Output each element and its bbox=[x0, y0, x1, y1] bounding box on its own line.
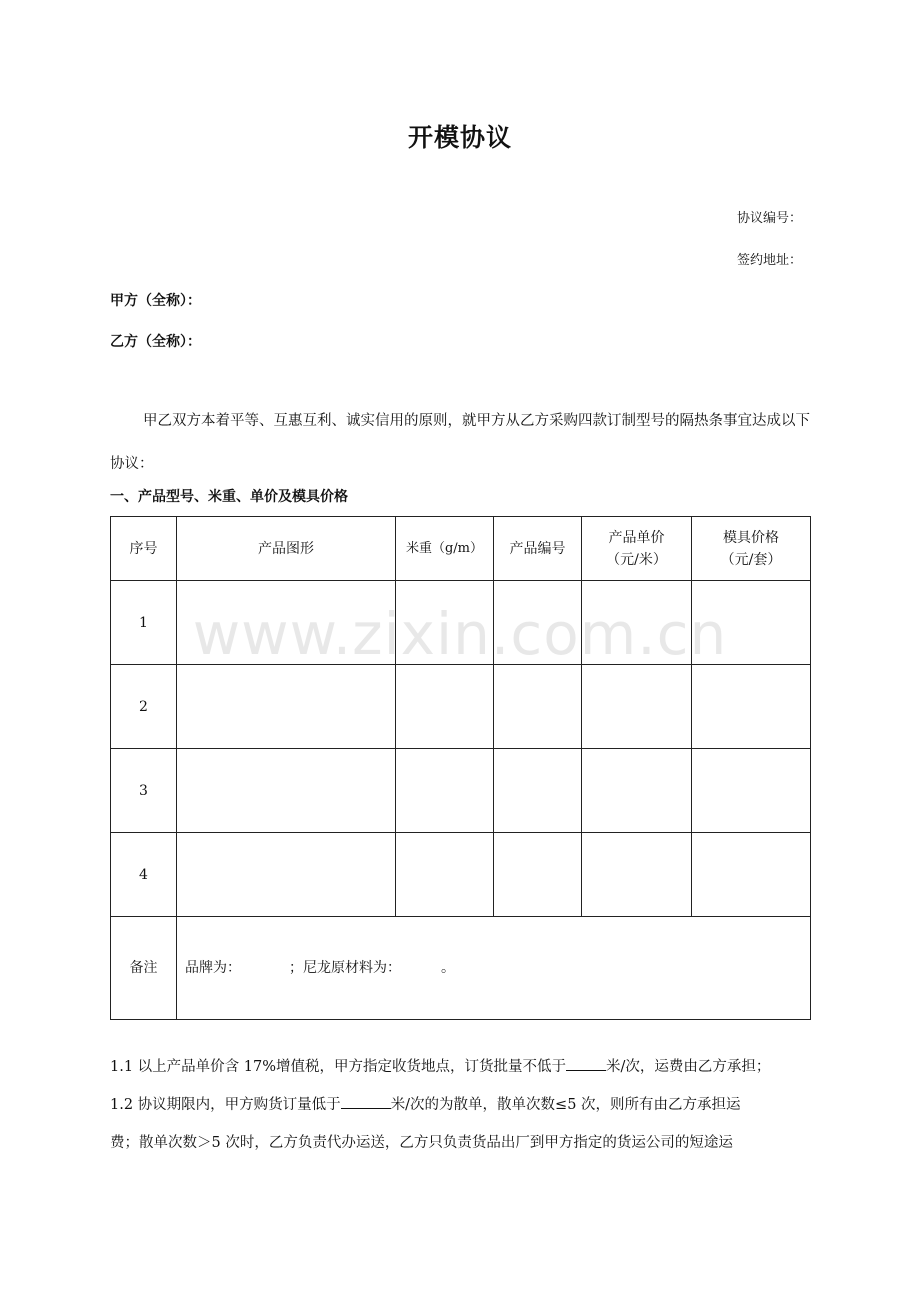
table-row bbox=[111, 833, 811, 917]
watermark: www.zixin.com.cn bbox=[192, 600, 728, 668]
row-number: 4 bbox=[111, 833, 177, 917]
note-brand-label: 品牌为： bbox=[185, 960, 241, 976]
party-b-label: 乙方（全称）： bbox=[110, 334, 201, 350]
row-number: 3 bbox=[111, 749, 177, 833]
party-a-label: 甲方（全称）： bbox=[110, 293, 201, 309]
row-number: 2 bbox=[111, 665, 177, 749]
cell-shape[interactable] bbox=[177, 665, 396, 749]
note-content bbox=[177, 917, 811, 1020]
sign-place-label: 签约地址： bbox=[736, 253, 802, 268]
table-row bbox=[111, 581, 811, 665]
cell-weight[interactable] bbox=[396, 833, 494, 917]
header-unit-price-line1: 产品单价 bbox=[608, 529, 665, 546]
cell-shape[interactable] bbox=[177, 581, 396, 665]
table-row bbox=[111, 749, 811, 833]
cell-mold-price[interactable] bbox=[692, 749, 811, 833]
product-table bbox=[110, 516, 811, 1020]
page-title: 开模协议 bbox=[407, 123, 512, 152]
header-unit-price-line2: （元/米） bbox=[606, 551, 667, 568]
cell-code[interactable] bbox=[494, 749, 582, 833]
cell-unit-price[interactable] bbox=[582, 749, 692, 833]
clause-1-1-blank[interactable] bbox=[566, 1054, 606, 1071]
cell-mold-price[interactable] bbox=[692, 581, 811, 665]
cell-weight[interactable] bbox=[396, 581, 494, 665]
note-label: 备注 bbox=[111, 917, 177, 1020]
cell-shape[interactable] bbox=[177, 833, 396, 917]
note-nylon-label: ；尼龙原材料为： bbox=[289, 960, 401, 976]
cell-code[interactable] bbox=[494, 665, 582, 749]
header-code: 产品编号 bbox=[494, 517, 582, 581]
cell-unit-price[interactable] bbox=[582, 581, 692, 665]
cell-unit-price[interactable] bbox=[582, 665, 692, 749]
clause-1-2 bbox=[110, 1086, 820, 1124]
clause-1-1-pre: 1.1 以上产品单价含 17%增值税，甲方指定收货地点，订货批量不低于 bbox=[110, 1059, 567, 1075]
cell-unit-price[interactable] bbox=[582, 833, 692, 917]
clauses bbox=[110, 1048, 820, 1162]
cell-weight[interactable] bbox=[396, 665, 494, 749]
header-shape: 产品图形 bbox=[177, 517, 396, 581]
clause-1-1-post: 米/次，运费由乙方承担； bbox=[606, 1059, 771, 1075]
cell-shape[interactable] bbox=[177, 749, 396, 833]
clause-1-2-line2: 费；散单次数＞5 次时，乙方负责代办运送，乙方只负责货品出厂到甲方指定的货运公司的短途运 bbox=[110, 1135, 733, 1151]
header-unit-price bbox=[582, 517, 692, 581]
table-row bbox=[111, 665, 811, 749]
cell-mold-price[interactable] bbox=[692, 665, 811, 749]
clause-1-1 bbox=[110, 1048, 820, 1086]
row-number: 1 bbox=[111, 581, 177, 665]
note-row bbox=[111, 917, 811, 1020]
agreement-number-label: 协议编号： bbox=[736, 211, 802, 226]
header-weight: 米重（g/m） bbox=[396, 517, 494, 581]
section-heading: 一、产品型号、米重、单价及模具价格 bbox=[110, 489, 348, 505]
table-header-row bbox=[111, 517, 811, 581]
header-mold-price-line1: 模具价格 bbox=[723, 529, 779, 546]
header-seq: 序号 bbox=[111, 517, 177, 581]
clause-1-2-pre: 1.2 协议期限内，甲方购货订量低于 bbox=[110, 1097, 341, 1113]
cell-weight[interactable] bbox=[396, 749, 494, 833]
clause-1-2-post: 米/次的为散单，散单次数≤5 次，则所有由乙方承担运 bbox=[390, 1097, 741, 1113]
cell-mold-price[interactable] bbox=[692, 833, 811, 917]
header-mold-price bbox=[692, 517, 811, 581]
header-mold-price-line2: （元/套） bbox=[720, 551, 782, 568]
note-end: 。 bbox=[441, 960, 455, 976]
cell-code[interactable] bbox=[494, 581, 582, 665]
intro-paragraph: 甲乙双方本着平等、互惠互利、诚实信用的原则，就甲方从乙方采购四款订制型号的隔热条事宜达成以下协议： bbox=[110, 413, 810, 472]
clause-1-2-blank[interactable] bbox=[341, 1092, 391, 1109]
cell-code[interactable] bbox=[494, 833, 582, 917]
